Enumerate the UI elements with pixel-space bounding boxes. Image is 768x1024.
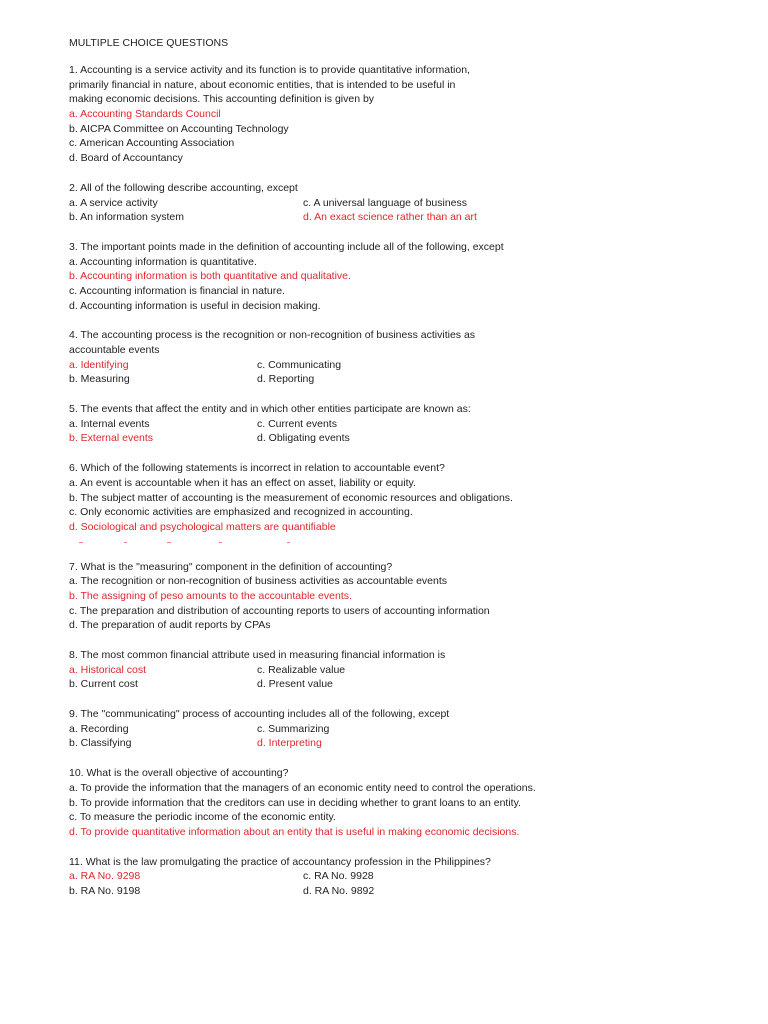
question-9 [69, 707, 749, 751]
question-stem: 2. All of the following describe accounting, except [69, 181, 298, 194]
answer-choice: b. RA No. 9198 [69, 884, 141, 897]
answer-choice-correct: a. Accounting Standards Council [69, 108, 221, 121]
answer-choice: c. Accounting information is financial in nature. [69, 284, 285, 297]
answer-choice: a. An event is accountable when it has an effect on asset, liability or equity. [69, 476, 416, 489]
answer-choice: c. American Accounting Association [69, 137, 235, 150]
answer-choice-correct: a. RA No. 9298 [69, 870, 141, 883]
answer-choice: d. Obligating events [257, 432, 350, 445]
answer-choice: b. An information system [69, 211, 184, 224]
answer-choice: d. The preparation of audit reports by CPAs [69, 619, 271, 632]
scan-artifact-line [69, 539, 749, 549]
question-stem: making economic decisions. This accounting definition is given by [69, 93, 375, 106]
question-stem: 11. What is the law promulgating the practice of accountancy profession in the Philippines? [69, 855, 491, 868]
question-stem: primarily financial in nature, about economic entities, that is intended to be useful in [69, 78, 456, 91]
document-page [69, 36, 749, 914]
answer-choice-correct: d. An exact science rather than an art [303, 211, 477, 224]
question-stem: 5. The events that affect the entity and in which other entities participate are known as: [69, 403, 471, 416]
question-11 [69, 855, 749, 899]
answer-choice: c. Only economic activities are emphasized and recognized in accounting. [69, 506, 413, 519]
answer-choice: b. Current cost [69, 678, 138, 691]
answer-choice: d. RA No. 9892 [303, 884, 375, 897]
question-stem: 3. The important points made in the definition of accounting include all of the following, except [69, 240, 504, 253]
answer-choice: c. To measure the periodic income of the economic entity. [69, 811, 336, 824]
answer-choice: a. Recording [69, 722, 129, 735]
answer-choice-correct: a. Historical cost [69, 663, 147, 676]
question-6 [69, 461, 749, 534]
question-stem: 6. Which of the following statements is incorrect in relation to accountable event? [69, 462, 445, 475]
answer-choice: a. To provide the information that the managers of an economic entity need to control the operations. [69, 781, 536, 794]
answer-choice-correct: d. To provide quantitative information about an entity that is useful in making economic decisions. [69, 825, 520, 838]
question-stem: 10. What is the overall objective of accounting? [69, 767, 289, 780]
answer-choice-correct: d. Sociological and psychological matters are quantifiable [69, 520, 336, 533]
answer-choice: b. Measuring [69, 373, 130, 386]
answer-choice: d. Board of Accountancy [69, 152, 183, 165]
question-stem: 8. The most common financial attribute used in measuring financial information is [69, 649, 446, 661]
answer-choice-correct: b. The assigning of peso amounts to the accountable events. [69, 589, 352, 602]
answer-choice: c. A universal language of business [303, 196, 468, 209]
answer-choice: a. A service activity [69, 196, 158, 209]
question-10 [69, 766, 749, 839]
answer-choice: c. Communicating [257, 358, 342, 371]
answer-choice: b. Classifying [69, 737, 132, 750]
question-8 [69, 648, 749, 692]
question-7 [69, 560, 749, 633]
answer-choice: c. Summarizing [257, 722, 330, 735]
page-title: MULTIPLE CHOICE QUESTIONS [69, 37, 229, 49]
answer-choice: b. AICPA Committee on Accounting Technology [69, 122, 289, 135]
answer-choice: a. Internal events [69, 417, 150, 430]
question-4 [69, 328, 749, 387]
question-stem: 9. The "communicating" process of accounting includes all of the following, except [69, 708, 450, 721]
answer-choice: a. The recognition or non-recognition of business activities as accountable events [69, 575, 448, 588]
question-3 [69, 240, 749, 313]
answer-choice-correct: b. Accounting information is both quantitative and qualitative. [69, 270, 351, 283]
answer-choice: d. Reporting [257, 373, 315, 386]
question-2 [69, 181, 749, 225]
question-stem: 4. The accounting process is the recognition or non-recognition of business activities as [69, 329, 476, 342]
answer-choice: d. Accounting information is useful in decision making. [69, 299, 321, 312]
answer-choice: c. Current events [257, 417, 337, 430]
answer-choice: b. The subject matter of accounting is the measurement of economic resources and obligations. [69, 491, 513, 504]
question-1 [69, 63, 749, 166]
answer-choice: c. RA No. 9928 [303, 870, 374, 883]
answer-choice: b. To provide information that the creditors can use in deciding whether to grant loans to an entity. [69, 796, 521, 809]
answer-choice: d. Present value [257, 678, 333, 691]
answer-choice-correct: b. External events [69, 432, 154, 445]
answer-choice-correct: a. Identifying [69, 358, 129, 371]
answer-choice: c. The preparation and distribution of accounting reports to users of accounting information [69, 604, 490, 617]
answer-choice: a. Accounting information is quantitative. [69, 255, 257, 268]
answer-choice-correct: d. Interpreting [257, 737, 322, 750]
question-stem: accountable events [69, 344, 160, 356]
answer-choice: c. Realizable value [257, 663, 346, 676]
question-stem: 1. Accounting is a service activity and its function is to provide quantitative information, [69, 64, 470, 76]
question-5 [69, 402, 749, 446]
question-stem: 7. What is the "measuring" component in the definition of accounting? [69, 560, 393, 573]
